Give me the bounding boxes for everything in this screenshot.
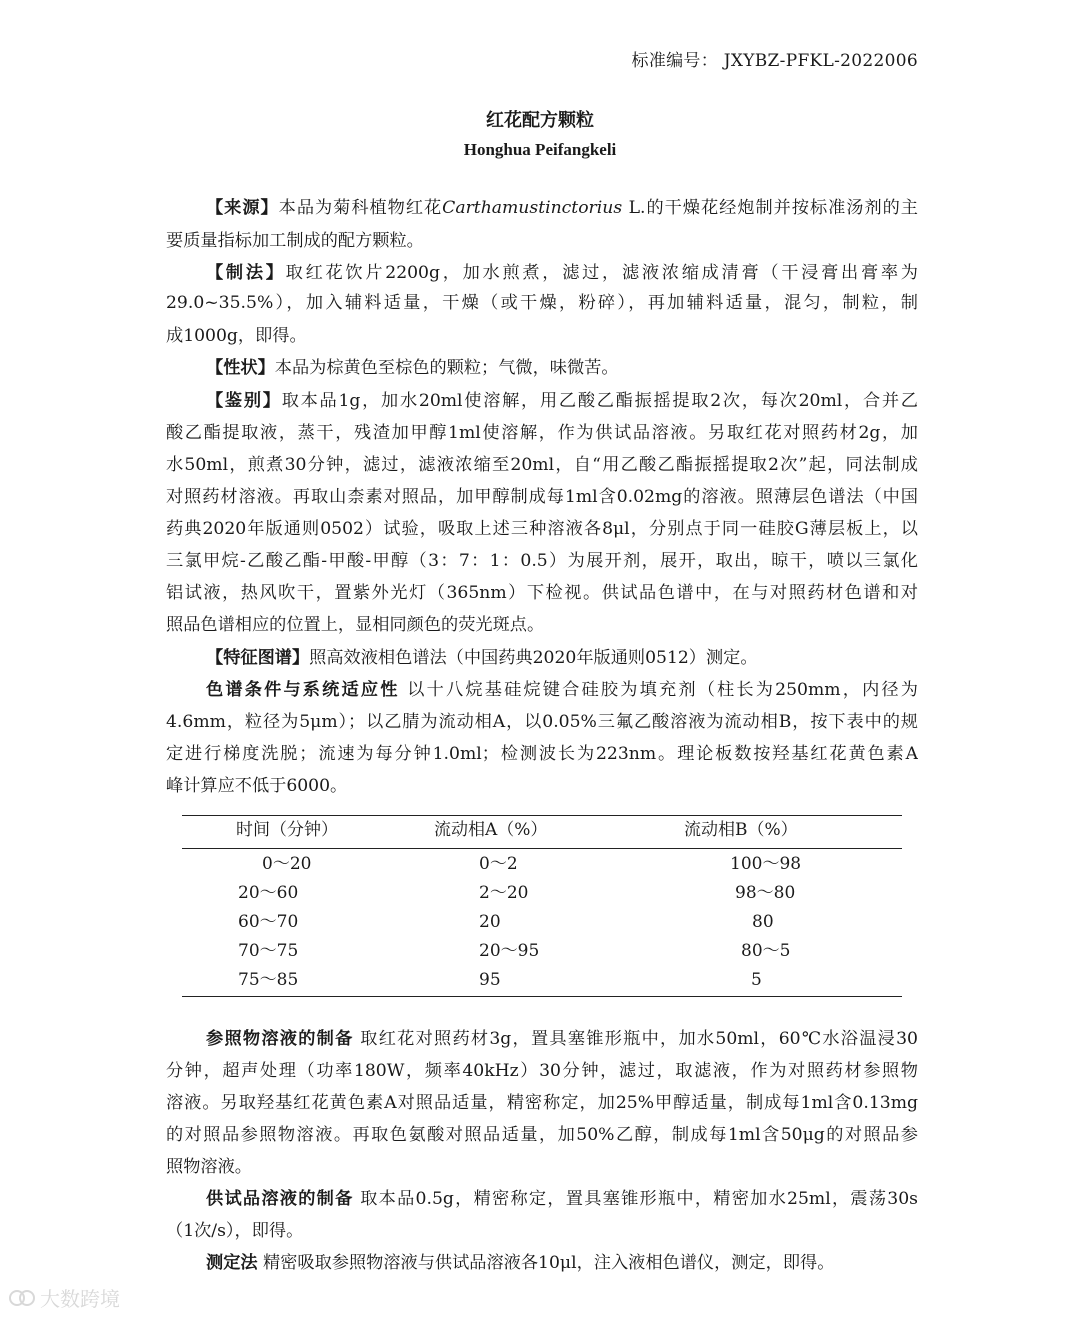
table-cell: 95	[479, 970, 501, 990]
watermark	[8, 1283, 120, 1312]
table-cell: 70～75	[238, 941, 299, 961]
preparation-line-3: 成1000g，即得。	[166, 326, 307, 346]
source-label: 【来源】	[206, 198, 279, 218]
table-cell: 2～20	[479, 883, 529, 903]
preparation-line-1: 【制法】取红花饮片2200g，加水煎煮，滤过，滤液浓缩成清膏（干浸膏出膏率为	[206, 263, 918, 283]
reference-line-2: 分钟，超声处理（功率180W，频率40kHz）30分钟，滤过，取滤液，作为对照药材参照物	[166, 1061, 918, 1081]
table-header-time: 时间（分钟）	[236, 820, 338, 840]
table-cell: 75～85	[238, 970, 299, 990]
table-cell: 20	[479, 912, 501, 932]
reference-line-1: 参照物溶液的制备 取红花对照药材3g，置具塞锥形瓶中，加水50ml，60℃水浴温浸30	[206, 1029, 918, 1049]
reference-line-3: 溶液。另取羟基红花黄色素A对照品适量，精密称定，加25%甲醇适量，制成每1ml含0.13mg	[166, 1093, 918, 1113]
watermark-text: 大数跨境	[40, 1287, 120, 1311]
table-header-phase-a: 流动相A（%）	[434, 820, 548, 840]
reference-label: 参照物溶液的制备	[206, 1029, 354, 1049]
identification-label: 【鉴别】	[206, 391, 282, 411]
title-pinyin: Honghua Peifangkeli	[463, 140, 617, 159]
title-chinese: 红花配方颗粒	[486, 110, 594, 131]
table-cell: 5	[751, 970, 762, 990]
table-header-phase-b: 流动相B（%）	[684, 820, 798, 840]
character-label: 【性状】	[206, 358, 275, 378]
identification-line-8: 照品色谱相应的位置上，显相同颜色的荧光斑点。	[166, 615, 545, 635]
table-cell: 0～2	[479, 854, 518, 874]
identification-line-5: 药典2020年版通则0502）试验，吸取上述三种溶液各8μl，分别点于同一硅胶G薄层板上，以	[166, 519, 918, 539]
test-line-1: 供试品溶液的制备 取本品0.5g，精密称定，置具塞锥形瓶中，精密加水25ml，震荡30s	[206, 1189, 918, 1209]
fingerprint-line: 【特征图谱】照高效液相色谱法（中国药典2020年版通则0512）测定。	[206, 648, 758, 668]
standard-number: 标准编号： JXYBZ-PFKL-2022006	[631, 51, 918, 71]
table-header-rule	[182, 848, 902, 849]
character-line: 【性状】本品为棕黄色至棕色的颗粒；气微，味微苦。	[206, 358, 619, 378]
identification-line-3: 水50ml，煎煮30分钟，滤过，滤液浓缩至20ml，自“用乙酸乙酯振摇提取2次”起，同法制成	[166, 455, 918, 475]
identification-line-7: 铝试液，热风吹干，置紫外光灯（365nm）下检视。供试品色谱中，在与对照药材色谱和对	[166, 583, 918, 603]
table-cell: 0～20	[262, 854, 312, 874]
source-line-1: 【来源】本品为菊科植物红花Carthamustinctorius L.的干燥花经炮制并按标准汤剂的主	[206, 198, 918, 218]
watermark-logo-icon	[8, 1287, 36, 1309]
assay-line: 测定法 精密吸取参照物溶液与供试品溶液各10μl，注入液相色谱仪，测定，即得。	[206, 1253, 835, 1273]
table-top-rule	[182, 815, 902, 816]
table-cell: 60～70	[238, 912, 299, 932]
chrom-line-1: 色谱条件与系统适应性 以十八烷基硅烷键合硅胶为填充剂（柱长为250mm，内径为	[206, 680, 918, 700]
identification-line-6: 三氯甲烷-乙酸乙酯-甲酸-甲醇（3：7：1：0.5）为展开剂，展开，取出，晾干，喷以三氯化	[166, 551, 918, 571]
reference-line-5: 照物溶液。	[166, 1157, 252, 1177]
chrom-line-3: 定进行梯度洗脱；流速为每分钟1.0ml；检测波长为223nm。理论板数按羟基红花黄色素A	[166, 744, 918, 764]
chrom-line-2: 4.6mm，粒径为5μm）；以乙腈为流动相A，以0.05%三氟乙酸溶液为流动相B，按下表中的规	[166, 712, 918, 732]
table-bottom-rule	[182, 996, 902, 997]
table-cell: 98～80	[735, 883, 796, 903]
latin-name: Carthamustinctorius	[442, 198, 623, 218]
preparation-label: 【制法】	[206, 263, 286, 283]
identification-line-4: 对照药材溶液。再取山柰素对照品，加甲醇制成每1ml含0.02mg的溶液。照薄层色谱法（中国	[166, 487, 918, 507]
fingerprint-label: 【特征图谱】	[206, 648, 310, 668]
identification-line-1: 【鉴别】取本品1g，加水20ml使溶解，用乙酸乙酯振摇提取2次，每次20ml，合并乙	[206, 391, 918, 411]
chrom-line-4: 峰计算应不低于6000。	[166, 776, 348, 796]
chrom-label: 色谱条件与系统适应性	[206, 680, 400, 700]
identification-line-2: 酸乙酯提取液，蒸干，残渣加甲醇1ml使溶解，作为供试品溶液。另取红花对照药材2g，加	[166, 423, 918, 443]
table-cell: 80	[752, 912, 774, 932]
test-label: 供试品溶液的制备	[206, 1189, 354, 1209]
reference-line-4: 的对照品参照物溶液。再取色氨酸对照品适量，加50%乙醇，制成每1ml含50μg的对照品参	[166, 1125, 918, 1145]
assay-label: 测定法	[206, 1253, 258, 1273]
source-line-2: 要质量指标加工制成的配方颗粒。	[166, 231, 424, 251]
table-cell: 20～60	[238, 883, 299, 903]
table-cell: 80～5	[741, 941, 791, 961]
table-cell: 20～95	[479, 941, 540, 961]
test-line-2: （1次/s），即得。	[166, 1221, 304, 1241]
table-cell: 100～98	[730, 854, 802, 874]
preparation-line-2: 29.0~35.5%），加入辅料适量，干燥（或干燥，粉碎），再加辅料适量，混匀，制粒，制	[166, 293, 918, 313]
